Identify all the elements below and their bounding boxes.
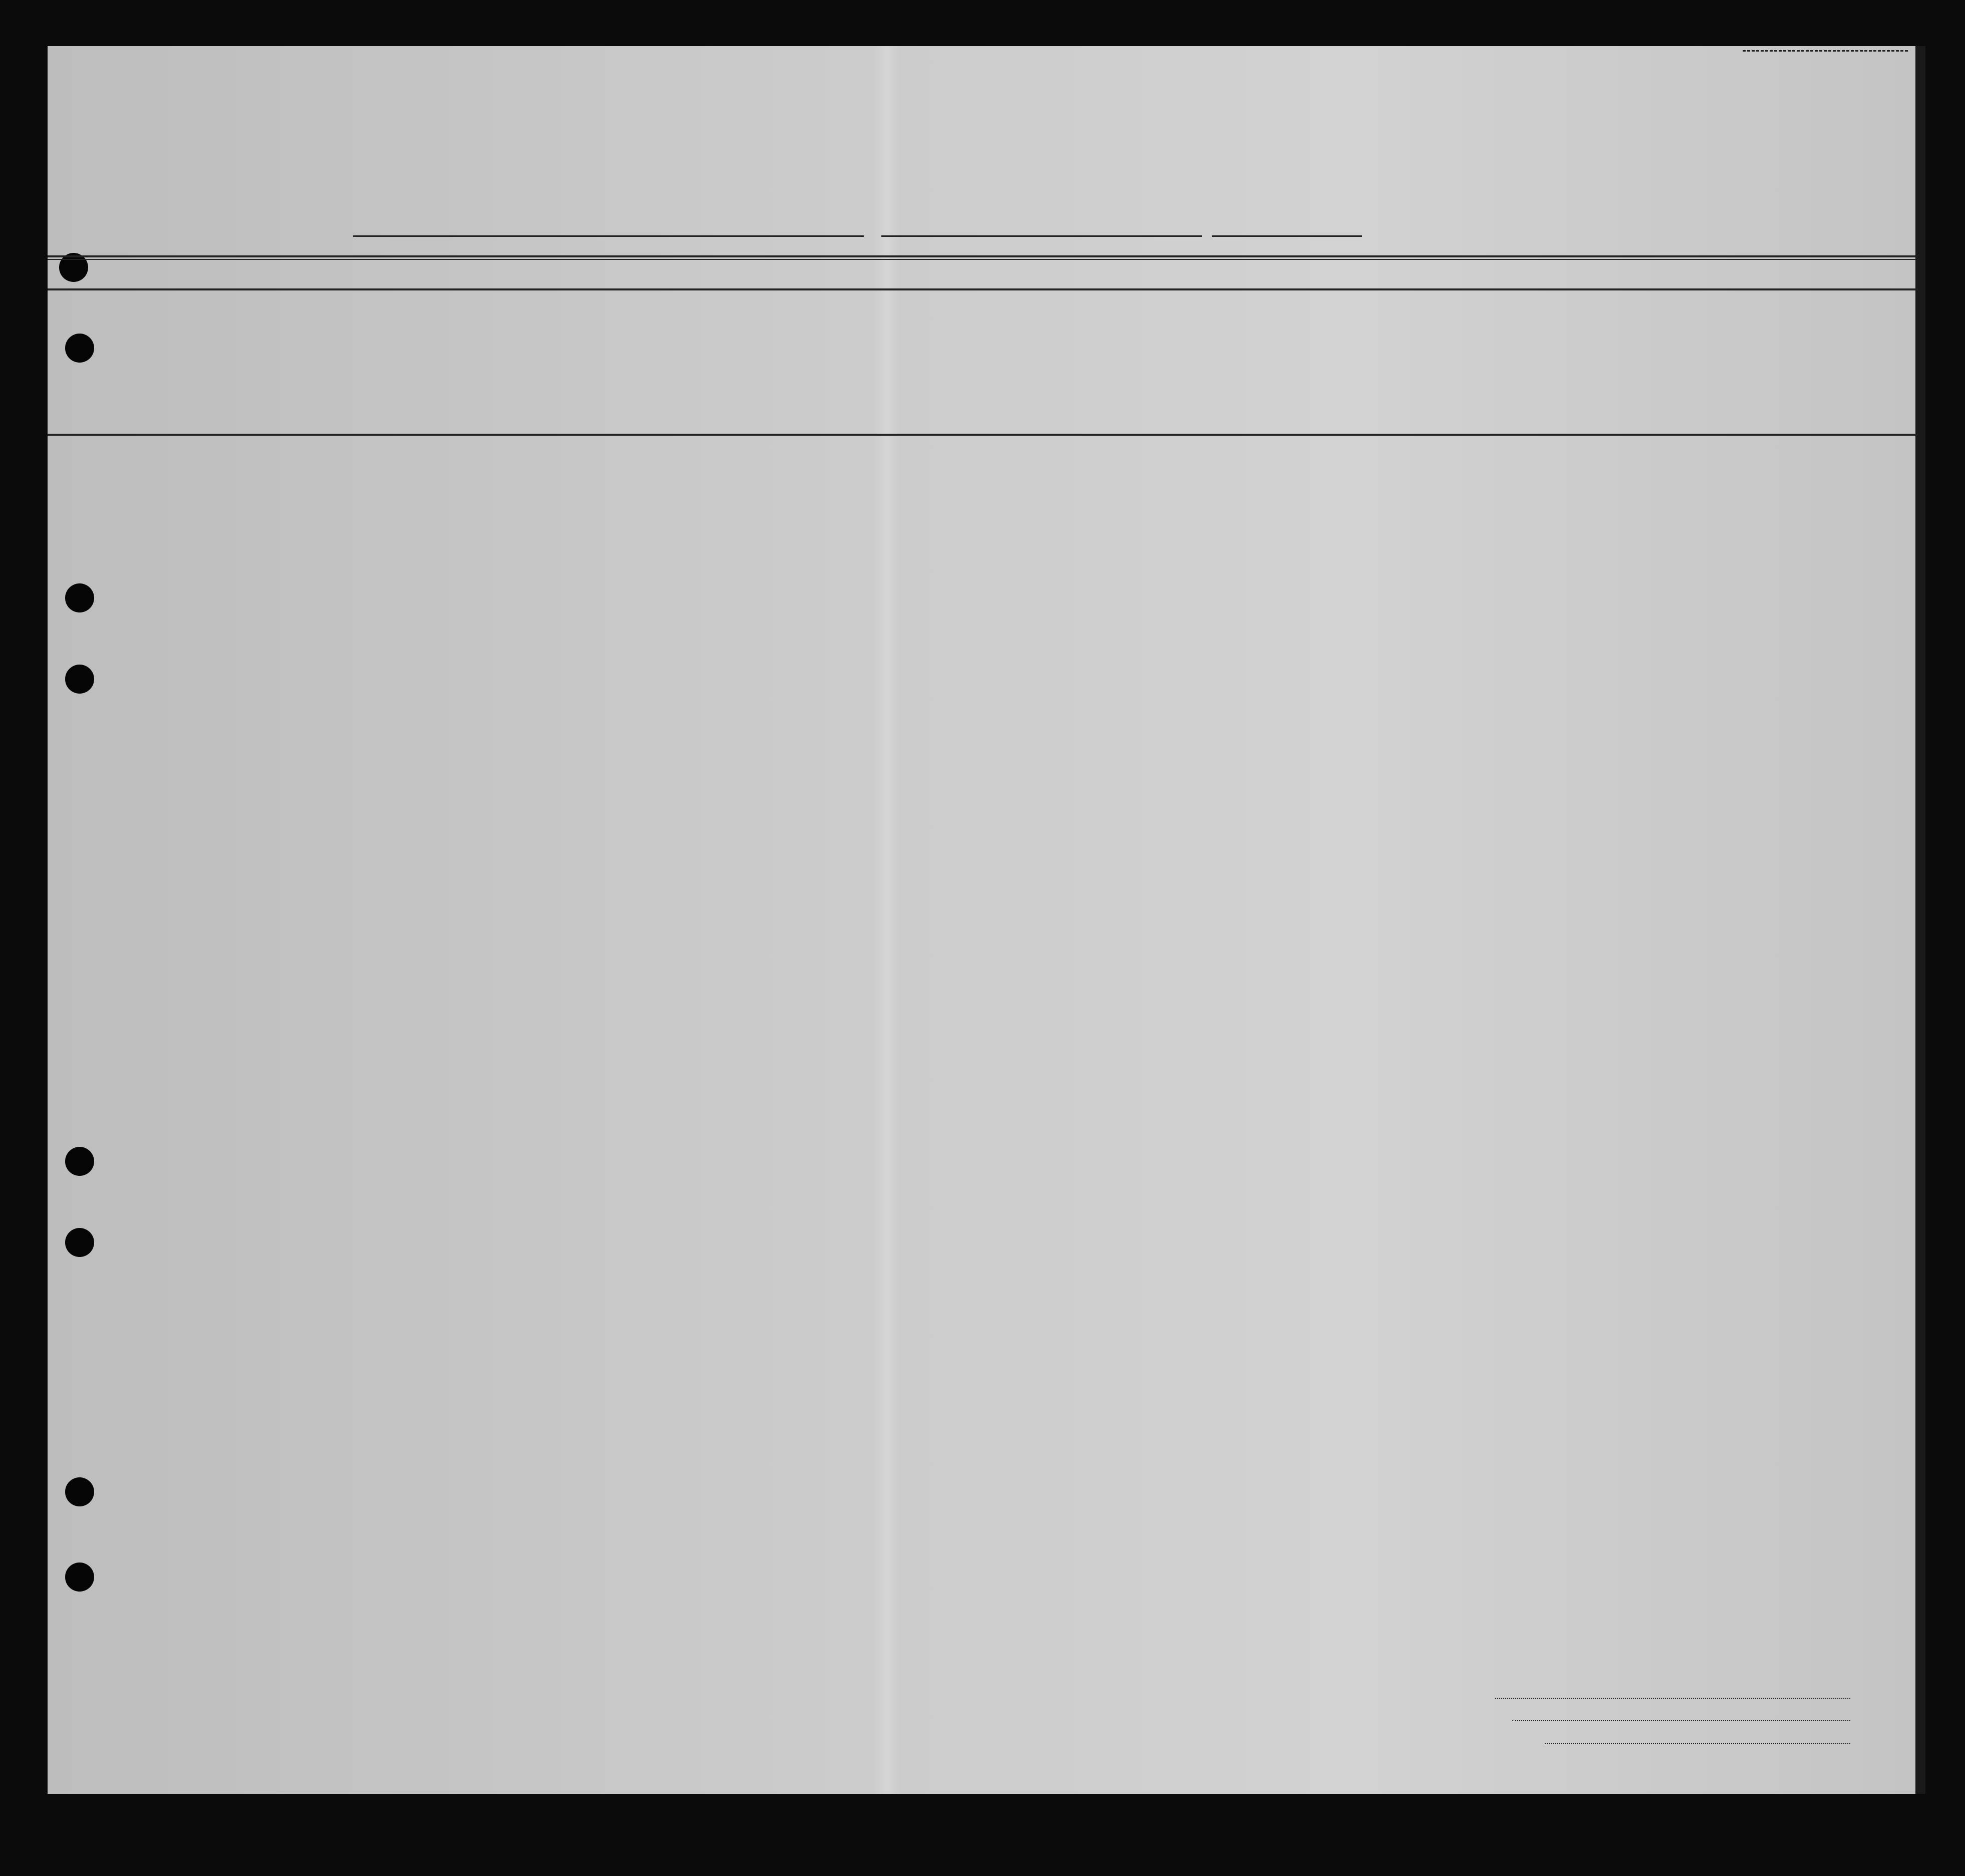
col28-header: [1386, 300, 1436, 430]
col29-header: [1442, 300, 1472, 430]
col25-header: [1291, 300, 1321, 430]
col24-sub3: [1254, 333, 1276, 431]
col24-sub1: [1177, 333, 1205, 431]
local-agents-underline: [1545, 1743, 1850, 1744]
line-underline: [1495, 1698, 1850, 1699]
col31-header: [1503, 300, 1518, 430]
col24-sub2: [1209, 333, 1231, 431]
owners-underline: [1512, 1720, 1850, 1721]
col30-header: [1478, 300, 1493, 430]
